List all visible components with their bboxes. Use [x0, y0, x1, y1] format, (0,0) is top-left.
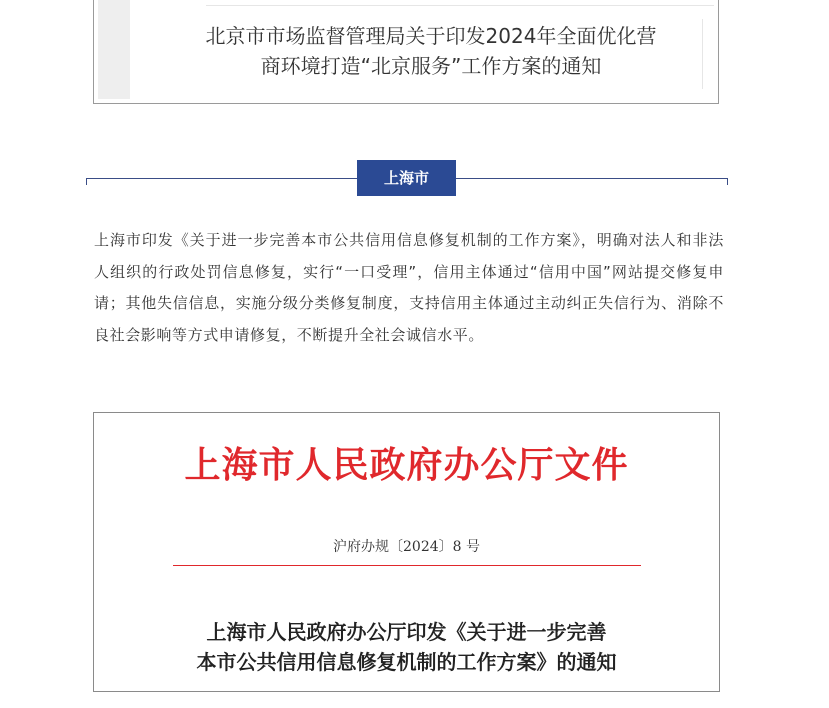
- document-red-header: 上海市人民政府办公厅文件: [184, 444, 629, 486]
- shanghai-document-image: [93, 412, 720, 692]
- image-left-strip: [98, 0, 130, 99]
- section-divider-tick: [86, 178, 87, 185]
- shanghai-paragraph: 上海市印发《关于进一步完善本市公共信用信息修复机制的工作方案》，明确对法人和非法人组织的行政处罚信息修复，实行“一口受理”，信用主体通过“信用中国”网站提交修复申请；其他失信信息，实施分级分类修复制度，支持信用主体通过主动纠正失信行为、消除不良社会影响等方式申请修复，不断提升全社会诚信水平。: [94, 231, 724, 344]
- document-red-rule: [173, 565, 641, 566]
- beijing-notice-title-line2: 商环境打造“北京服务”工作方案的通知: [260, 54, 602, 78]
- beijing-notice-image: [93, 0, 719, 104]
- section-header-shanghai: [86, 160, 728, 196]
- document-subject-line2: 本市公共信用信息修复机制的工作方案》的通知: [196, 650, 617, 674]
- image-inner-line: [702, 19, 703, 89]
- document-subject-line1: 上海市人民政府办公厅印发《关于进一步完善: [206, 620, 607, 644]
- beijing-notice-title-line1: 北京市市场监督管理局关于印发2024年全面优化营: [205, 24, 657, 48]
- beijing-notice-title: [194, 21, 668, 81]
- document-number: 沪府办规〔2024〕8 号: [333, 539, 480, 555]
- section-label: 上海市: [357, 160, 456, 196]
- section-divider-tick: [727, 178, 728, 185]
- document-subject: [94, 617, 719, 677]
- image-inner-line: [206, 5, 714, 6]
